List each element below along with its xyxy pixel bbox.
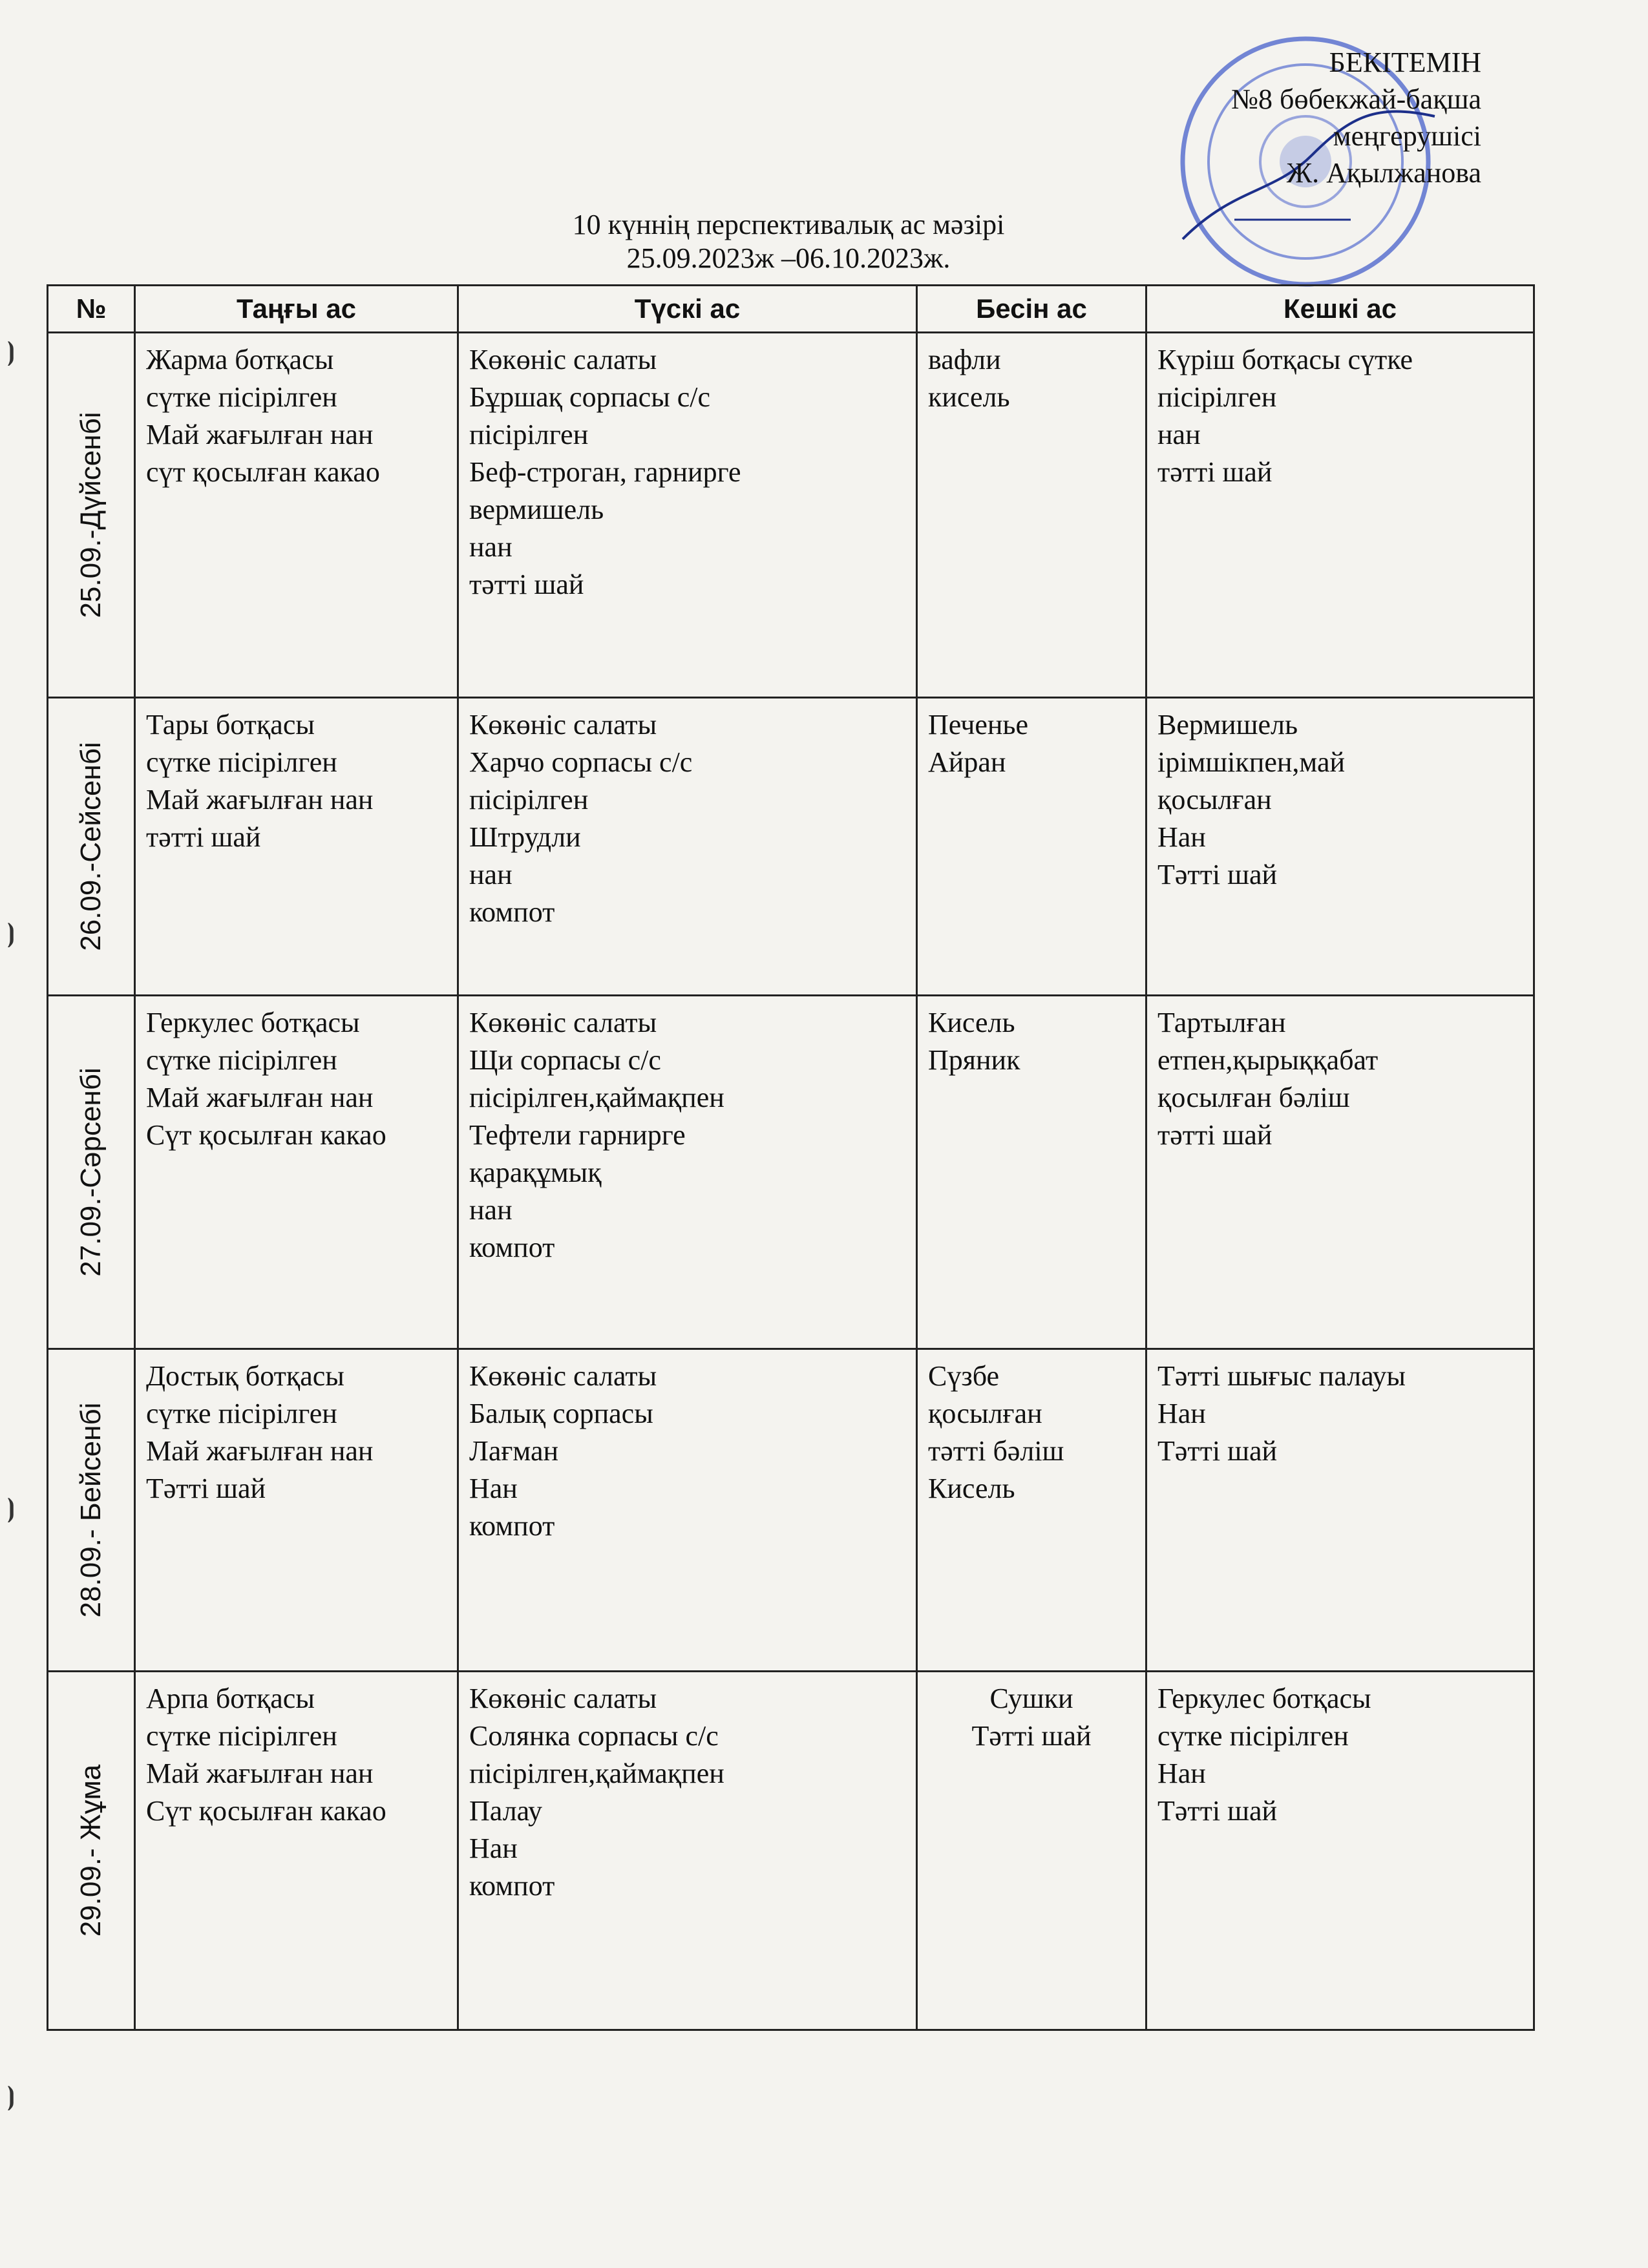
menu-item: Сүт қосылған какао bbox=[146, 1119, 386, 1151]
approval-line: Ж. Ақылжанова bbox=[1286, 157, 1481, 189]
lunch-cell bbox=[458, 698, 917, 996]
menu-item: Көкөніс салаты bbox=[469, 709, 657, 740]
menu-item: Тәтті шай bbox=[1157, 859, 1278, 890]
day-cell bbox=[48, 1349, 135, 1672]
menu-item: Вермишель bbox=[1157, 709, 1298, 740]
snack-cell bbox=[917, 996, 1146, 1349]
menu-item: Сүт қосылған какао bbox=[146, 1795, 386, 1827]
table-row bbox=[48, 1672, 1534, 2030]
menu-table bbox=[47, 284, 1535, 2031]
day-label: 29.09.- Жұма bbox=[75, 1764, 107, 1937]
menu-item: Май жағылған нан bbox=[146, 1435, 374, 1467]
menu-item: қосылған бәліш bbox=[1157, 1082, 1350, 1113]
menu-item: Нан bbox=[1157, 1398, 1206, 1429]
approval-line: меңгерушісі bbox=[1333, 120, 1481, 152]
day-label: 26.09.-Сейсенбі bbox=[75, 742, 107, 951]
lunch-cell bbox=[458, 1349, 917, 1672]
menu-item: Тәтті шай bbox=[971, 1720, 1092, 1752]
menu-item: сүтке пісірілген bbox=[146, 746, 337, 778]
table-row bbox=[48, 698, 1534, 996]
snack-cell bbox=[917, 333, 1146, 698]
snack-cell bbox=[917, 1672, 1146, 2030]
menu-item: нан bbox=[469, 531, 512, 563]
dinner-cell bbox=[1146, 333, 1534, 698]
menu-item: Балық сорпасы bbox=[469, 1398, 653, 1429]
menu-item: тәтті бәліш bbox=[928, 1435, 1064, 1467]
menu-item: пісірілген,қаймақпен bbox=[469, 1082, 724, 1113]
title-line-1: 10 күннің перспективалық ас мәзірі bbox=[572, 209, 1005, 240]
menu-item: Нан bbox=[469, 1832, 518, 1864]
menu-item: Тефтели гарнирге bbox=[469, 1119, 686, 1151]
breakfast-cell bbox=[135, 1672, 458, 2030]
dinner-cell bbox=[1146, 698, 1534, 996]
menu-item: компот bbox=[469, 1232, 555, 1263]
menu-item: Солянка сорпасы с/с bbox=[469, 1720, 719, 1752]
menu-item: Геркулес ботқасы bbox=[1157, 1683, 1371, 1714]
menu-item: компот bbox=[469, 896, 555, 928]
menu-item: компот bbox=[469, 1510, 555, 1542]
menu-item: Көкөніс салаты bbox=[469, 1683, 657, 1714]
table-row bbox=[48, 1349, 1534, 1672]
menu-item: нан bbox=[1157, 419, 1201, 450]
day-cell bbox=[48, 698, 135, 996]
menu-item: сүтке пісірілген bbox=[146, 381, 337, 413]
menu-item: Май жағылған нан bbox=[146, 784, 374, 815]
menu-item: Лағман bbox=[469, 1435, 559, 1467]
menu-item: Нан bbox=[1157, 821, 1206, 853]
menu-item: сүтке пісірілген bbox=[146, 1720, 337, 1752]
menu-item: пісірілген bbox=[1157, 381, 1277, 413]
menu-item: тәтті шай bbox=[469, 569, 584, 600]
title-line-2: 25.09.2023ж –06.10.2023ж. bbox=[626, 242, 951, 274]
menu-item: Тәтті шай bbox=[1157, 1435, 1278, 1467]
menu-item: Кисель bbox=[928, 1473, 1015, 1504]
header-dinner: Кешкі ас bbox=[1146, 286, 1534, 333]
menu-item: Көкөніс салаты bbox=[469, 344, 657, 375]
header-snack: Бесін ас bbox=[917, 286, 1146, 333]
menu-item: Достық ботқасы bbox=[146, 1360, 344, 1392]
breakfast-cell bbox=[135, 333, 458, 698]
menu-item: Сушки bbox=[989, 1683, 1073, 1714]
menu-item: Айран bbox=[928, 746, 1006, 778]
menu-item: тәтті шай bbox=[1157, 1119, 1273, 1151]
menu-item: Геркулес ботқасы bbox=[146, 1007, 360, 1038]
approval-block bbox=[1231, 44, 1481, 191]
menu-item: Пряник bbox=[928, 1044, 1020, 1076]
menu-item: пісірілген bbox=[469, 419, 589, 450]
menu-item: Щи сорпасы с/с bbox=[469, 1044, 661, 1076]
menu-item: қарақұмық bbox=[469, 1157, 602, 1188]
menu-item: Тартылған bbox=[1157, 1007, 1286, 1038]
menu-item: Тары ботқасы bbox=[146, 709, 315, 740]
snack-cell bbox=[917, 698, 1146, 996]
lunch-cell bbox=[458, 333, 917, 698]
table-row bbox=[48, 333, 1534, 698]
binder-mark: ⦘ bbox=[6, 918, 16, 947]
day-cell bbox=[48, 333, 135, 698]
menu-item: қосылған bbox=[1157, 784, 1272, 815]
menu-item: Беф-строган, гарнирге bbox=[469, 456, 741, 488]
day-cell bbox=[48, 1672, 135, 2030]
dinner-cell bbox=[1146, 1672, 1534, 2030]
menu-item: пісірілген bbox=[469, 784, 589, 815]
header-lunch: Түскі ас bbox=[458, 286, 917, 333]
menu-item: ірімшікпен,май bbox=[1157, 746, 1346, 778]
menu-item: Харчо сорпасы с/с bbox=[469, 746, 693, 778]
menu-item: Көкөніс салаты bbox=[469, 1360, 657, 1392]
menu-item: етпен,қырыққабат bbox=[1157, 1044, 1379, 1076]
menu-item: пісірілген,қаймақпен bbox=[469, 1758, 724, 1789]
menu-item: Тәтті шай bbox=[146, 1473, 266, 1504]
menu-item: сүтке пісірілген bbox=[146, 1398, 337, 1429]
header-row bbox=[48, 286, 1534, 333]
menu-item: Печенье bbox=[928, 709, 1029, 740]
menu-item: Нан bbox=[469, 1473, 518, 1504]
header-breakfast: Таңғы ас bbox=[135, 286, 458, 333]
day-label: 28.09.- Бейсенбі bbox=[75, 1402, 107, 1618]
menu-item: Штрудли bbox=[469, 821, 581, 853]
binder-mark: ⦘ bbox=[6, 1493, 16, 1522]
menu-title bbox=[0, 208, 1577, 275]
menu-item: нан bbox=[469, 859, 512, 890]
menu-item: Күріш ботқасы сүтке bbox=[1157, 344, 1413, 375]
dinner-cell bbox=[1146, 996, 1534, 1349]
dinner-cell bbox=[1146, 1349, 1534, 1672]
lunch-cell bbox=[458, 1672, 917, 2030]
table-row bbox=[48, 996, 1534, 1349]
menu-item: Бұршақ сорпасы с/с bbox=[469, 381, 711, 413]
snack-cell bbox=[917, 1349, 1146, 1672]
day-label: 27.09.-Сәрсенбі bbox=[75, 1067, 107, 1277]
menu-item: сүтке пісірілген bbox=[1157, 1720, 1349, 1752]
menu-item: Май жағылған нан bbox=[146, 1082, 374, 1113]
menu-item: Май жағылған нан bbox=[146, 1758, 374, 1789]
menu-item: сүт қосылған какао bbox=[146, 456, 380, 488]
breakfast-cell bbox=[135, 1349, 458, 1672]
breakfast-cell bbox=[135, 698, 458, 996]
menu-item: қосылған bbox=[928, 1398, 1042, 1429]
menu-item: Нан bbox=[1157, 1758, 1206, 1789]
lunch-cell bbox=[458, 996, 917, 1349]
menu-item: вермишель bbox=[469, 494, 604, 525]
menu-item: компот bbox=[469, 1870, 555, 1902]
menu-item: вафли bbox=[928, 344, 1001, 375]
menu-item: Көкөніс салаты bbox=[469, 1007, 657, 1038]
menu-item: Тәтті шығыс палауы bbox=[1157, 1360, 1406, 1392]
menu-item: сүтке пісірілген bbox=[146, 1044, 337, 1076]
menu-item: Жарма ботқасы bbox=[146, 344, 334, 375]
day-label: 25.09.-Дүйсенбі bbox=[75, 412, 107, 618]
menu-item: Палау bbox=[469, 1795, 542, 1827]
binder-mark: ⦘ bbox=[6, 337, 16, 366]
day-cell bbox=[48, 996, 135, 1349]
menu-item: нан bbox=[469, 1194, 512, 1226]
menu-item: Арпа ботқасы bbox=[146, 1683, 315, 1714]
binder-mark: ⦘ bbox=[6, 2081, 16, 2110]
menu-item: Тәтті шай bbox=[1157, 1795, 1278, 1827]
approval-line: №8 бөбекжай-бақша bbox=[1231, 83, 1481, 115]
menu-item: тәтті шай bbox=[1157, 456, 1273, 488]
menu-item: кисель bbox=[928, 381, 1010, 413]
menu-item: Кисель bbox=[928, 1007, 1015, 1038]
menu-item: Сүзбе bbox=[928, 1360, 1000, 1392]
menu-item: тәтті шай bbox=[146, 821, 261, 853]
breakfast-cell bbox=[135, 996, 458, 1349]
menu-item: Май жағылған нан bbox=[146, 419, 374, 450]
header-number: № bbox=[48, 286, 135, 333]
approval-line: БЕКІТЕМІН bbox=[1329, 47, 1481, 78]
